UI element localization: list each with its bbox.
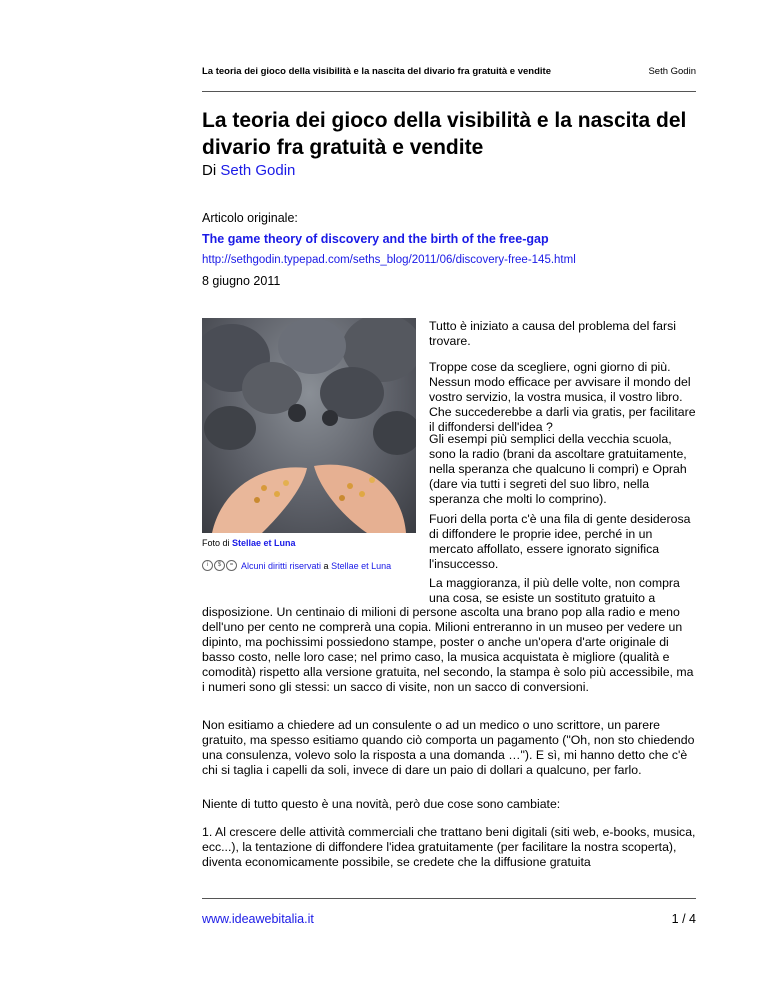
original-label: Articolo originale: <box>202 211 298 225</box>
page-footer <box>202 912 696 926</box>
cc-nd-icon: = <box>226 560 237 571</box>
original-date: 8 giugno 2011 <box>202 274 281 288</box>
paragraph-1: Tutto è iniziato a causa del problema del farsi trovare. <box>429 319 676 348</box>
paragraph-6: Non esitiamo a chiedere ad un consulente o ad un medico o uno scrittore, un parere gratuito, ma spesso esitiamo quando ciò comporta un pagamento ("Oh, non sto chiedendo una consulenza, volevo solo la risposta a una domanda …"). E sì, mi hanno detto che c'è chi si taglia i capelli da soli, invece di dare un paio di dollari a qualcuno, per farlo. <box>202 718 695 777</box>
footer-site-link[interactable]: www.ideawebitalia.it <box>202 912 314 926</box>
footer-rule <box>202 898 696 899</box>
photo-credit <box>202 538 296 548</box>
running-author: Seth Godin <box>648 66 696 77</box>
rights-link[interactable]: Alcuni diritti riservati <box>241 560 322 571</box>
article-figure <box>202 318 418 533</box>
header-rule <box>202 91 696 92</box>
license-line <box>202 560 391 571</box>
page-number: 1 / 4 <box>671 912 696 926</box>
photo-illustration <box>202 318 416 533</box>
byline <box>202 162 295 179</box>
original-url-link[interactable]: http://sethgodin.typepad.com/seths_blog/2011/06/discovery-free-145.html <box>202 254 576 266</box>
document-page <box>202 0 696 994</box>
paragraph-2: Troppe cose da scegliere, ogni giorno di più. Nessun modo efficace per avvisare il mondo del vostro servizio, la vostra musica, il vostro libro. Che succederebbe a darli via gratis, per facilitare il diffondersi dell'idea ? <box>429 360 696 434</box>
byline-prefix: Di <box>202 162 217 179</box>
original-article-info <box>202 208 576 292</box>
paragraph-5-start: La maggioranza, il più delle volte, non compra una cosa, se esiste un sostituto gratuito a <box>429 576 680 605</box>
paragraph-8: 1. Al crescere delle attività commerciali che trattano beni digitali (siti web, e-books, musica, ecc...), la tentazione di diffondere l'idea gratuitamente (per facilitare la nostra scoperta), diventa economicamente possibile, se credete che la diffusione gratuita <box>202 825 696 869</box>
paragraph-4: Fuori della porta c'è una fila di gente desiderosa di diffondere le proprie idee, perché in un mercato affollato, essere ignorato significa l'insuccesso. <box>429 512 691 571</box>
article-title: La teoria dei gioco della visibilità e la nascita del divario fra gratuità e vendite <box>202 109 687 159</box>
paragraph-3: Gli esempi più semplici della vecchia scuola, sono la radio (brani da ascoltare gratuitamente, nella speranza che qualcuno li compri) e Oprah (dare via tutti i segreti del suo libro, nella speranza che molti lo comprino). <box>429 432 687 506</box>
rights-mid: a <box>323 560 329 571</box>
photo-credit-author-link[interactable]: Stellae et Luna <box>232 538 296 548</box>
cc-nc-icon: $ <box>214 560 225 571</box>
author-link[interactable]: Seth Godin <box>220 162 296 179</box>
running-title: La teoria dei gioco della visibilità e la nascita del divario fra gratuità e vendite <box>202 66 551 77</box>
paragraph-5-cont: disposizione. Un centinaio di milioni di persone ascolta una brano pop alla radio e meno dell'uno per cento ne comprerà una copia. Milioni entreranno in un museo per vedere un dipinto, ma pochissimi possiedono stampe, poster o anche un'opera d'arte originale di basso costo, nelle loro case; nel primo caso, la musica acquistata è migliore (qualità e comodità) rispetto alla versione gratuita, nel secondo, la stampa è solo più accessibile, ma i numeri sono gli stessi: un sacco di visite, non un sacco di conversioni. <box>202 605 694 694</box>
photo-credit-prefix: Foto di <box>202 538 230 548</box>
original-title-link[interactable]: The game theory of discovery and the birth of the free-gap <box>202 232 549 246</box>
rights-author-link[interactable]: Stellae et Luna <box>331 560 392 571</box>
cc-by-icon: i <box>202 560 213 571</box>
creative-commons-icon <box>202 560 237 571</box>
pigeons-feeding-photo <box>202 318 416 533</box>
running-header <box>202 66 696 77</box>
paragraph-7: Niente di tutto questo è una novità, però due cose sono cambiate: <box>202 797 561 811</box>
